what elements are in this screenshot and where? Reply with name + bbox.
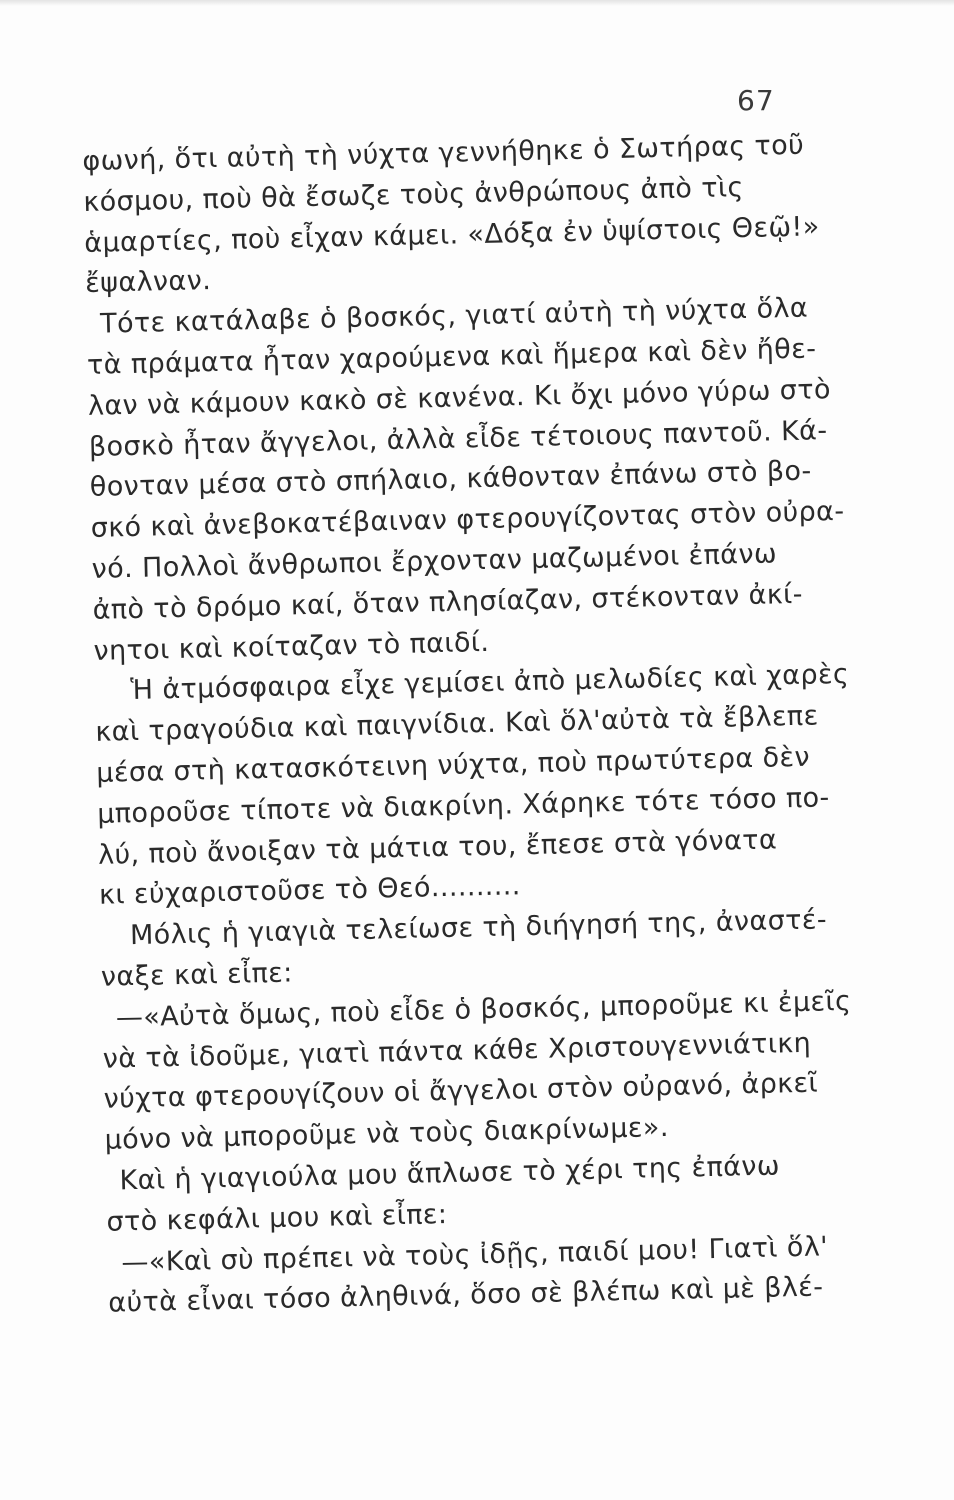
text-line: βοσκὸ ἦταν ἄγγελοι, ἀλλὰ εἶδε τέτοιους παντοῦ. Κά-: [88, 414, 828, 463]
page-text: [82, 125, 869, 1325]
text-line: ἔψαλναν.: [84, 265, 212, 300]
text-line: κι εὐχαριστοῦσε τὸ Θεό..........: [98, 870, 522, 912]
text-line: φωνή, ὅτι αὐτὴ τὴ νύχτα γεννήθηκε ὁ Σωτήρας τοῦ: [82, 129, 805, 177]
text-line: Μόλις ἡ γιαγιὰ τελείωσε τὴ διήγησή της, ἀναστέ-: [129, 904, 828, 952]
text-line: Τότε κατάλαβε ὁ βοσκός, γιατί αὐτὴ τὴ νύχτα ὅλα: [99, 292, 809, 340]
text-line: λύ, ποὺ ἄνοιξαν τὰ μάτια του, ἔπεσε στὰ γόνατα: [97, 823, 778, 871]
text-line: λαν νὰ κάμουν κακὸ σὲ κανένα. Κι ὄχι μόνο γύρω στὸ: [87, 373, 832, 422]
text-line: μποροῦσε τίποτε νὰ διακρίνη. Χάρηκε τότε τόσο πο-: [96, 781, 830, 830]
text-line: αὐτὰ εἶναι τόσο ἀληθινά, ὅσο σὲ βλέπω καὶ μὲ βλέ-: [108, 1271, 824, 1320]
text-line: νὰ τὰ ἰδοῦμε, γιατὶ πάντα κάθε Χριστουγεννιάτικη: [102, 1027, 812, 1075]
page-top-edge: [0, 0, 954, 6]
text-line: νό. Πολλοὶ ἄνθρωποι ἔρχονταν μαζωμένοι ἐπάνω: [91, 538, 778, 585]
text-line: στὸ κεφάλι μου καὶ εἶπε:: [106, 1198, 448, 1238]
text-line: Ἡ ἀτμόσφαιρα εἶχε γεμίσει ἀπὸ μελωδίες καὶ χαρὲς: [130, 659, 850, 707]
text-line: ἀπὸ τὸ δρόμο καί, ὅταν πλησίαζαν, στέκονταν ἀκί-: [92, 578, 804, 626]
text-line: νητοι καὶ κοίταζαν τὸ παιδί.: [93, 626, 490, 667]
page-number: 67: [737, 84, 775, 117]
text-line: νύχτα φτερουγίζουν οἱ ἄγγελοι στὸν οὐρανό, ἀρκεῖ: [103, 1067, 819, 1116]
text-line: —«Αὐτὰ ὅμως, ποὺ εἶδε ὁ βοσκός, μποροῦμε κι ἐμεῖς: [115, 985, 852, 1034]
text-line: καὶ τραγούδια καὶ παιγνίδια. Καὶ ὅλ'αὐτὰ τὰ ἔβλεπε: [95, 700, 819, 749]
text-line: μόνο νὰ μποροῦμε νὰ τοὺς διακρίνωμε».: [104, 1112, 670, 1156]
text-line: θονταν μέσα στὸ σπήλαιο, κάθονταν ἐπάνω στὸ βο-: [89, 455, 812, 504]
text-line: σκό καὶ ἀνεβοκατέβαιναν φτερουγίζοντας στὸν οὐρα-: [90, 495, 845, 545]
text-line: μέσα στὴ κατασκότεινη νύχτα, ποὺ πρωτύτερα δὲν: [95, 741, 811, 789]
text-line: ναξε καὶ εἶπε:: [100, 957, 294, 993]
text-line: κόσμου, ποὺ θὰ ἔσωζε τοὺς ἀνθρώπους ἀπὸ τὶς: [83, 171, 745, 218]
text-line: τὰ πράματα ἦταν χαρούμενα καὶ ἥμερα καὶ δὲν ἤθε-: [86, 333, 817, 381]
text-line: ἁμαρτίες, ποὺ εἶχαν κάμει. «Δόξα ἐν ὑψίστοις Θεῷ!»: [83, 210, 820, 259]
text-line: —«Καὶ σὺ πρέπει νὰ τοὺς ἰδῇς, παιδί μου! Γιατὶ ὅλ': [121, 1230, 829, 1278]
text-line: Καὶ ἡ γιαγιούλα μου ἅπλωσε τὸ χέρι της ἐπάνω: [119, 1150, 781, 1197]
